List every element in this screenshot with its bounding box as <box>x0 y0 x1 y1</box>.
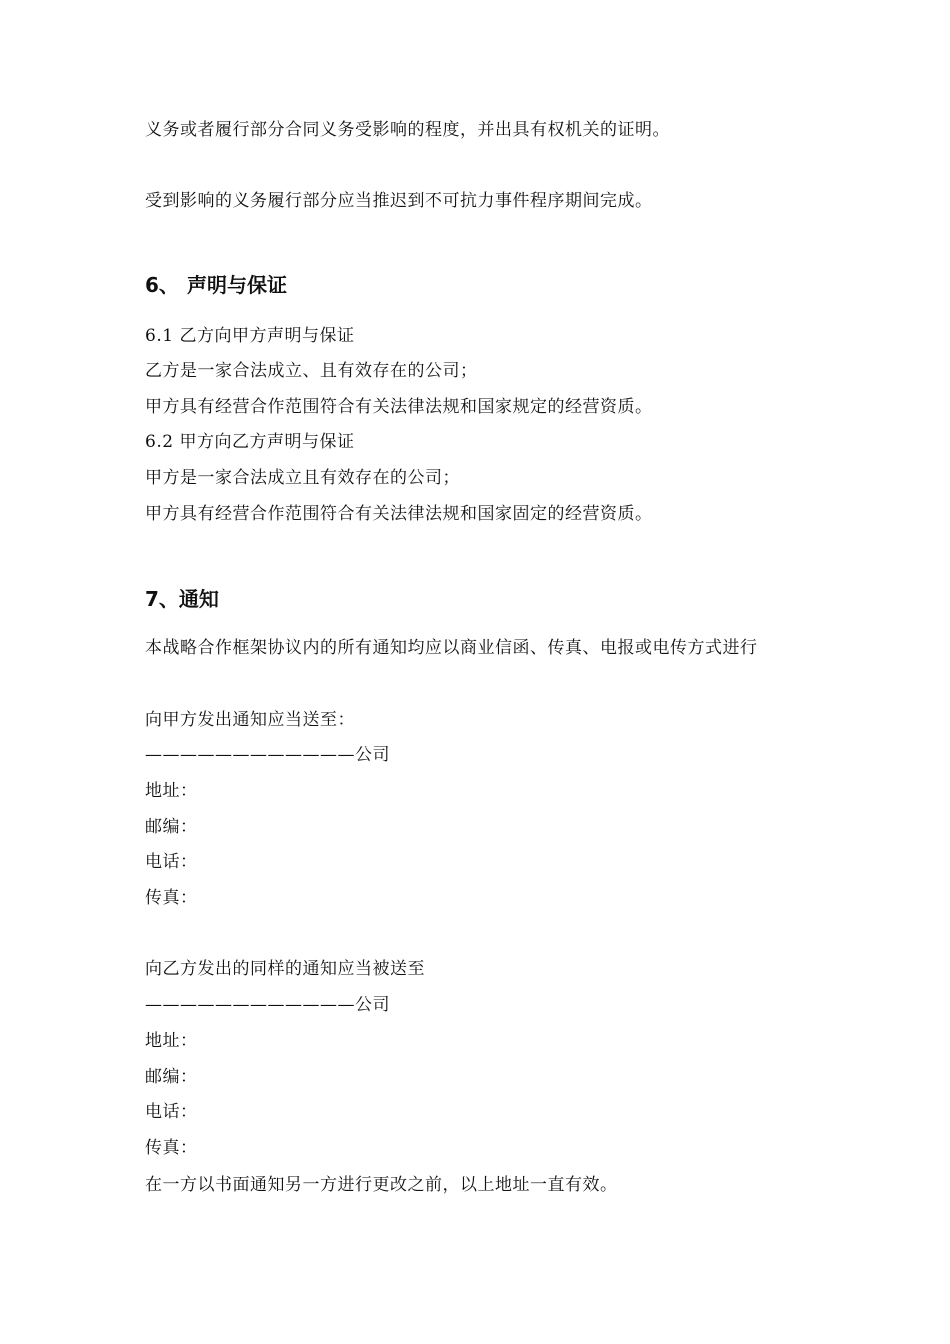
section-6-title: 声明与保证 <box>187 273 287 297</box>
party-b-fax: 传真： <box>145 1138 198 1158</box>
section-6-line: 6.2 甲方向乙方声明与保证 <box>145 432 355 452</box>
section-6-heading <box>145 272 287 298</box>
section-6-line: 6.1 乙方向甲方声明与保证 <box>145 326 355 346</box>
party-b-address: 地址： <box>145 1031 198 1051</box>
party-a-postcode: 邮编： <box>145 817 198 837</box>
party-a-fax: 传真： <box>145 888 198 908</box>
party-a-address: 地址： <box>145 781 198 801</box>
party-b-phone: 电话： <box>145 1102 198 1122</box>
party-b-postcode: 邮编： <box>145 1067 198 1087</box>
section-7-closing: 在一方以书面通知另一方进行更改之前，以上地址一直有效。 <box>145 1175 618 1195</box>
section-7-intro: 本战略合作框架协议内的所有通知均应以商业信函、传真、电报或电传方式进行 <box>145 638 758 658</box>
section-6-line: 甲方具有经营合作范围符合有关法律法规和国家固定的经营资质。 <box>145 504 653 524</box>
intro-paragraph-1: 义务或者履行部分合同义务受影响的程度，并出具有权机关的证明。 <box>145 120 670 140</box>
section-6-line: 甲方是一家合法成立且有效存在的公司； <box>145 468 460 488</box>
party-b-heading: 向乙方发出的同样的通知应当被送至 <box>145 959 425 979</box>
section-6-line: 乙方是一家合法成立、且有效存在的公司； <box>145 361 478 381</box>
section-6-number: 6、 <box>145 273 179 297</box>
party-a-phone: 电话： <box>145 852 198 872</box>
party-a-company: ————————————公司 <box>145 745 390 765</box>
intro-paragraph-2: 受到影响的义务履行部分应当推迟到不可抗力事件程序期间完成。 <box>145 191 653 211</box>
party-b-company: ————————————公司 <box>145 995 390 1015</box>
section-6-line: 甲方具有经营合作范围符合有关法律法规和国家规定的经营资质。 <box>145 397 653 417</box>
party-a-heading: 向甲方发出通知应当送至： <box>145 710 355 730</box>
section-7-heading: 7、通知 <box>145 587 219 611</box>
